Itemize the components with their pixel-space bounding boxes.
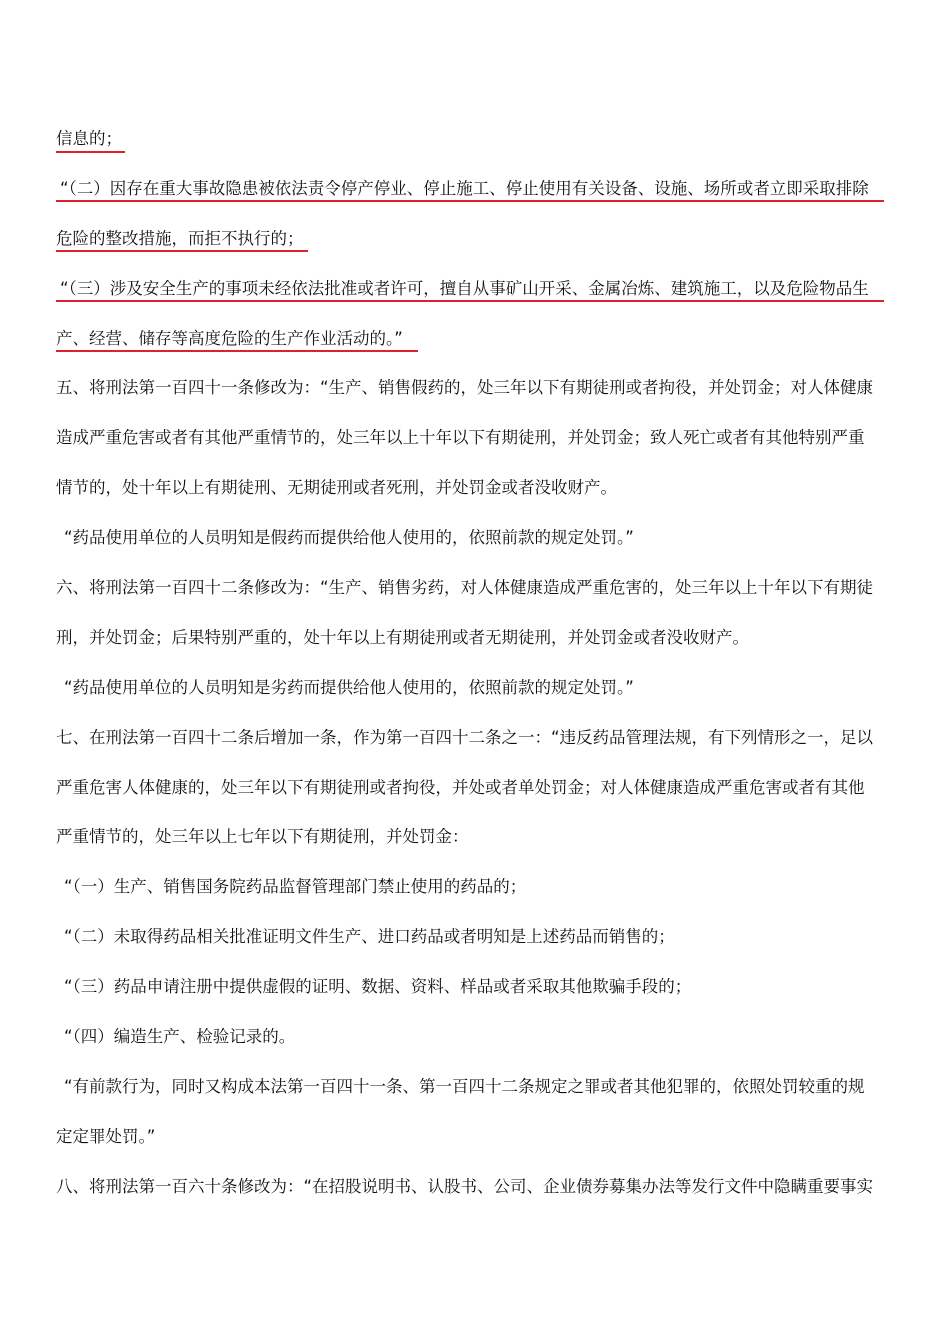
line-text: 情节的，处十年以上有期徒刑、无期徒刑或者死刑，并处罚金或者没收财产。	[56, 478, 617, 497]
red-underline	[56, 151, 125, 153]
line-text: 七、在刑法第一百四十二条后增加一条，作为第一百四十二条之一：“违反药品管理法规，有下列情形之一，足以	[56, 728, 874, 747]
red-underline	[56, 300, 884, 302]
line-text: 六、将刑法第一百四十二条修改为：“生产、销售劣药，对人体健康造成严重危害的，处三年以上十年以下有期徒	[56, 578, 874, 597]
line-text: “有前款行为，同时又构成本法第一百四十一条、第一百四十二条规定之罪或者其他犯罪的，依照处罚较重的规	[64, 1077, 865, 1096]
line-text: 五、将刑法第一百四十一条修改为：“生产、销售假药的，处三年以下有期徒刑或者拘役，并处罚金；对人体健康	[56, 378, 874, 397]
line-text: 刑，并处罚金；后果特别严重的，处十年以上有期徒刑或者无期徒刑，并处罚金或者没收财产。	[56, 628, 749, 647]
line-text: “（一）生产、销售国务院药品监督管理部门禁止使用的药品的；	[64, 877, 527, 896]
line-text: 危险的整改措施，而拒不执行的；	[56, 229, 304, 248]
line-text: “药品使用单位的人员明知是劣药而提供给他人使用的，依照前款的规定处罚。”	[64, 678, 634, 697]
line-text: 定定罪处罚。”	[56, 1127, 156, 1146]
line-text: “（二）因存在重大事故隐患被依法责令停产停业、停止施工、停止使用有关设备、设施、场所或者立即采取排除	[60, 179, 869, 198]
red-underline	[56, 200, 884, 202]
line-text: 严重危害人体健康的，处三年以下有期徒刑或者拘役，并处或者单处罚金；对人体健康造成严重危害或者有其他	[56, 778, 865, 797]
line-text: “（二）未取得药品相关批准证明文件生产、进口药品或者明知是上述药品而销售的；	[64, 927, 675, 946]
line-text: 信息的；	[56, 129, 122, 148]
red-underline	[56, 250, 308, 252]
line-text: 八、将刑法第一百六十条修改为：“在招股说明书、认股书、公司、企业债券募集办法等发行文件中隐瞒重要事实	[56, 1177, 874, 1196]
red-underline	[56, 350, 418, 352]
line-text: “（三）药品申请注册中提供虚假的证明、数据、资料、样品或者采取其他欺骗手段的；	[64, 977, 692, 996]
line-text: “（四）编造生产、检验记录的。	[64, 1027, 296, 1046]
line-text: 严重情节的，处三年以上七年以下有期徒刑，并处罚金：	[56, 827, 469, 846]
line-text: 产、经营、储存等高度危险的生产作业活动的。”	[56, 329, 403, 348]
line-text: “（三）涉及安全生产的事项未经依法批准或者许可，擅自从事矿山开采、金属冶炼、建筑施工，以及危险物品生	[60, 279, 869, 298]
line-text: 造成严重危害或者有其他严重情节的，处三年以上十年以下有期徒刑，并处罚金；致人死亡或者有其他特别严重	[56, 428, 865, 447]
line-text: “药品使用单位的人员明知是假药而提供给他人使用的，依照前款的规定处罚。”	[64, 528, 634, 547]
